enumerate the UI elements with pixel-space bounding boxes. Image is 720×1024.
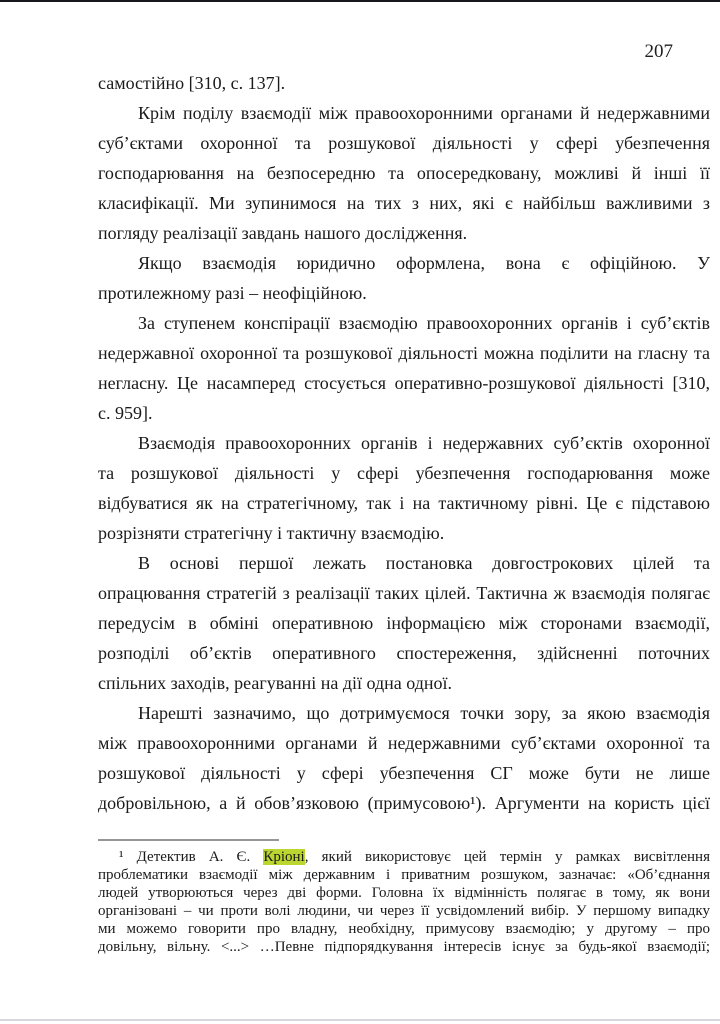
screen-top-edge bbox=[0, 0, 720, 2]
text-line: господарювання на безпосередню та опосередковану, можливі й інші її bbox=[98, 163, 710, 183]
screen-bottom-edge bbox=[0, 1019, 720, 1021]
text-line: негласну. Це насамперед стосується оперативно-розшукової діяльності [310, bbox=[98, 373, 710, 393]
page-number: 207 bbox=[644, 41, 673, 62]
text-line: За ступенем конспірації взаємодію правоохоронних органів і суб’єктів bbox=[138, 313, 710, 333]
text-line: суб’єктами охоронної та розшукової діяльності у сфері убезпечення bbox=[98, 133, 710, 153]
paragraph bbox=[98, 308, 710, 428]
text-line: В основі першої лежать постановка довгострокових цілей та bbox=[138, 553, 710, 573]
text-line: розрізняти стратегічну і тактичну взаємодію. bbox=[98, 523, 445, 543]
text-line: класифікації. Ми зупинимося на тих з них, які є найбільш важливими з bbox=[98, 193, 710, 213]
footnote-separator bbox=[98, 839, 279, 841]
footnote-line: проблематики взаємодії між державним і приватним розшуком, зазначає: «Об’єднання bbox=[98, 867, 710, 883]
text-line: самостійно [310, с. 137]. bbox=[98, 73, 286, 93]
highlighted-term: Кріоні bbox=[263, 849, 305, 865]
text-line: протилежному разі – неофіційною. bbox=[98, 283, 367, 303]
text-line: спільних заходів, реагуванні на дії одна одної. bbox=[98, 673, 453, 693]
footnote-line: ми можемо говорити про владну, необхідну, примусову взаємодію; у другому – про bbox=[98, 921, 710, 937]
paragraph bbox=[98, 428, 710, 548]
paragraph bbox=[98, 698, 710, 818]
paragraph bbox=[98, 248, 710, 308]
text-line: недержавної охоронної та розшукової діяльності можна поділити на гласну та bbox=[98, 343, 710, 363]
paragraph bbox=[98, 68, 710, 98]
body-text bbox=[98, 68, 710, 818]
footnote-line: організовані – чи проти волі людини, чи через її усвідомлений вибір. У першому випадку bbox=[98, 903, 710, 919]
text-line: розшукової діяльності у сфері убезпечення СГ може бути не лише bbox=[98, 763, 710, 783]
footnote-line: людей утворюються через дві форми. Головна їх відмінність полягає в тому, як вони bbox=[98, 885, 710, 901]
text-line: відбуватися як на стратегічному, так і на тактичному рівні. Це є підставою bbox=[98, 493, 710, 513]
text-line: розподілі об’єктів оперативного спостереження, здійсненні поточних bbox=[98, 643, 710, 663]
text-line: с. 959]. bbox=[98, 403, 153, 423]
footnote-line: довільну, вільну. <...> …Певне підпорядкування інтересів існує за будь-якої взаємодії; bbox=[98, 939, 710, 955]
text-line: Нарешті зазначимо, що дотримуємося точки зору, за якою взаємодія bbox=[138, 703, 710, 723]
text-line: добровільною, а й обов’язковою (примусовою¹). Аргументи на користь цієї bbox=[98, 793, 710, 813]
text-line: Взаємодія правоохоронних органів і недержавних суб’єктів охоронної bbox=[138, 433, 710, 453]
text-line: передусім в обміні оперативною інформацією між сторонами взаємодії, bbox=[98, 613, 710, 633]
footnote-line: ¹ Детектив А. Є. Кріоні, який використовує цей термін у рамках висвітлення bbox=[119, 849, 710, 865]
text-line: опрацювання стратегій з реалізації таких цілей. Тактична ж взаємодія полягає bbox=[98, 583, 710, 603]
footnote-text bbox=[98, 848, 710, 956]
paragraph bbox=[98, 548, 710, 698]
text-line: погляду реалізації завдань нашого дослідження. bbox=[98, 223, 468, 243]
text-line: та розшукової діяльності у сфері убезпечення господарювання може bbox=[98, 463, 710, 483]
paragraph bbox=[98, 98, 710, 248]
text-line: Якщо взаємодія юридично оформлена, вона є офіційною. У bbox=[138, 253, 710, 273]
text-line: Крім поділу взаємодії між правоохоронними органами й недержавними bbox=[138, 103, 710, 123]
text-line: між правоохоронними органами й недержавними суб’єктами охоронної та bbox=[98, 733, 710, 753]
